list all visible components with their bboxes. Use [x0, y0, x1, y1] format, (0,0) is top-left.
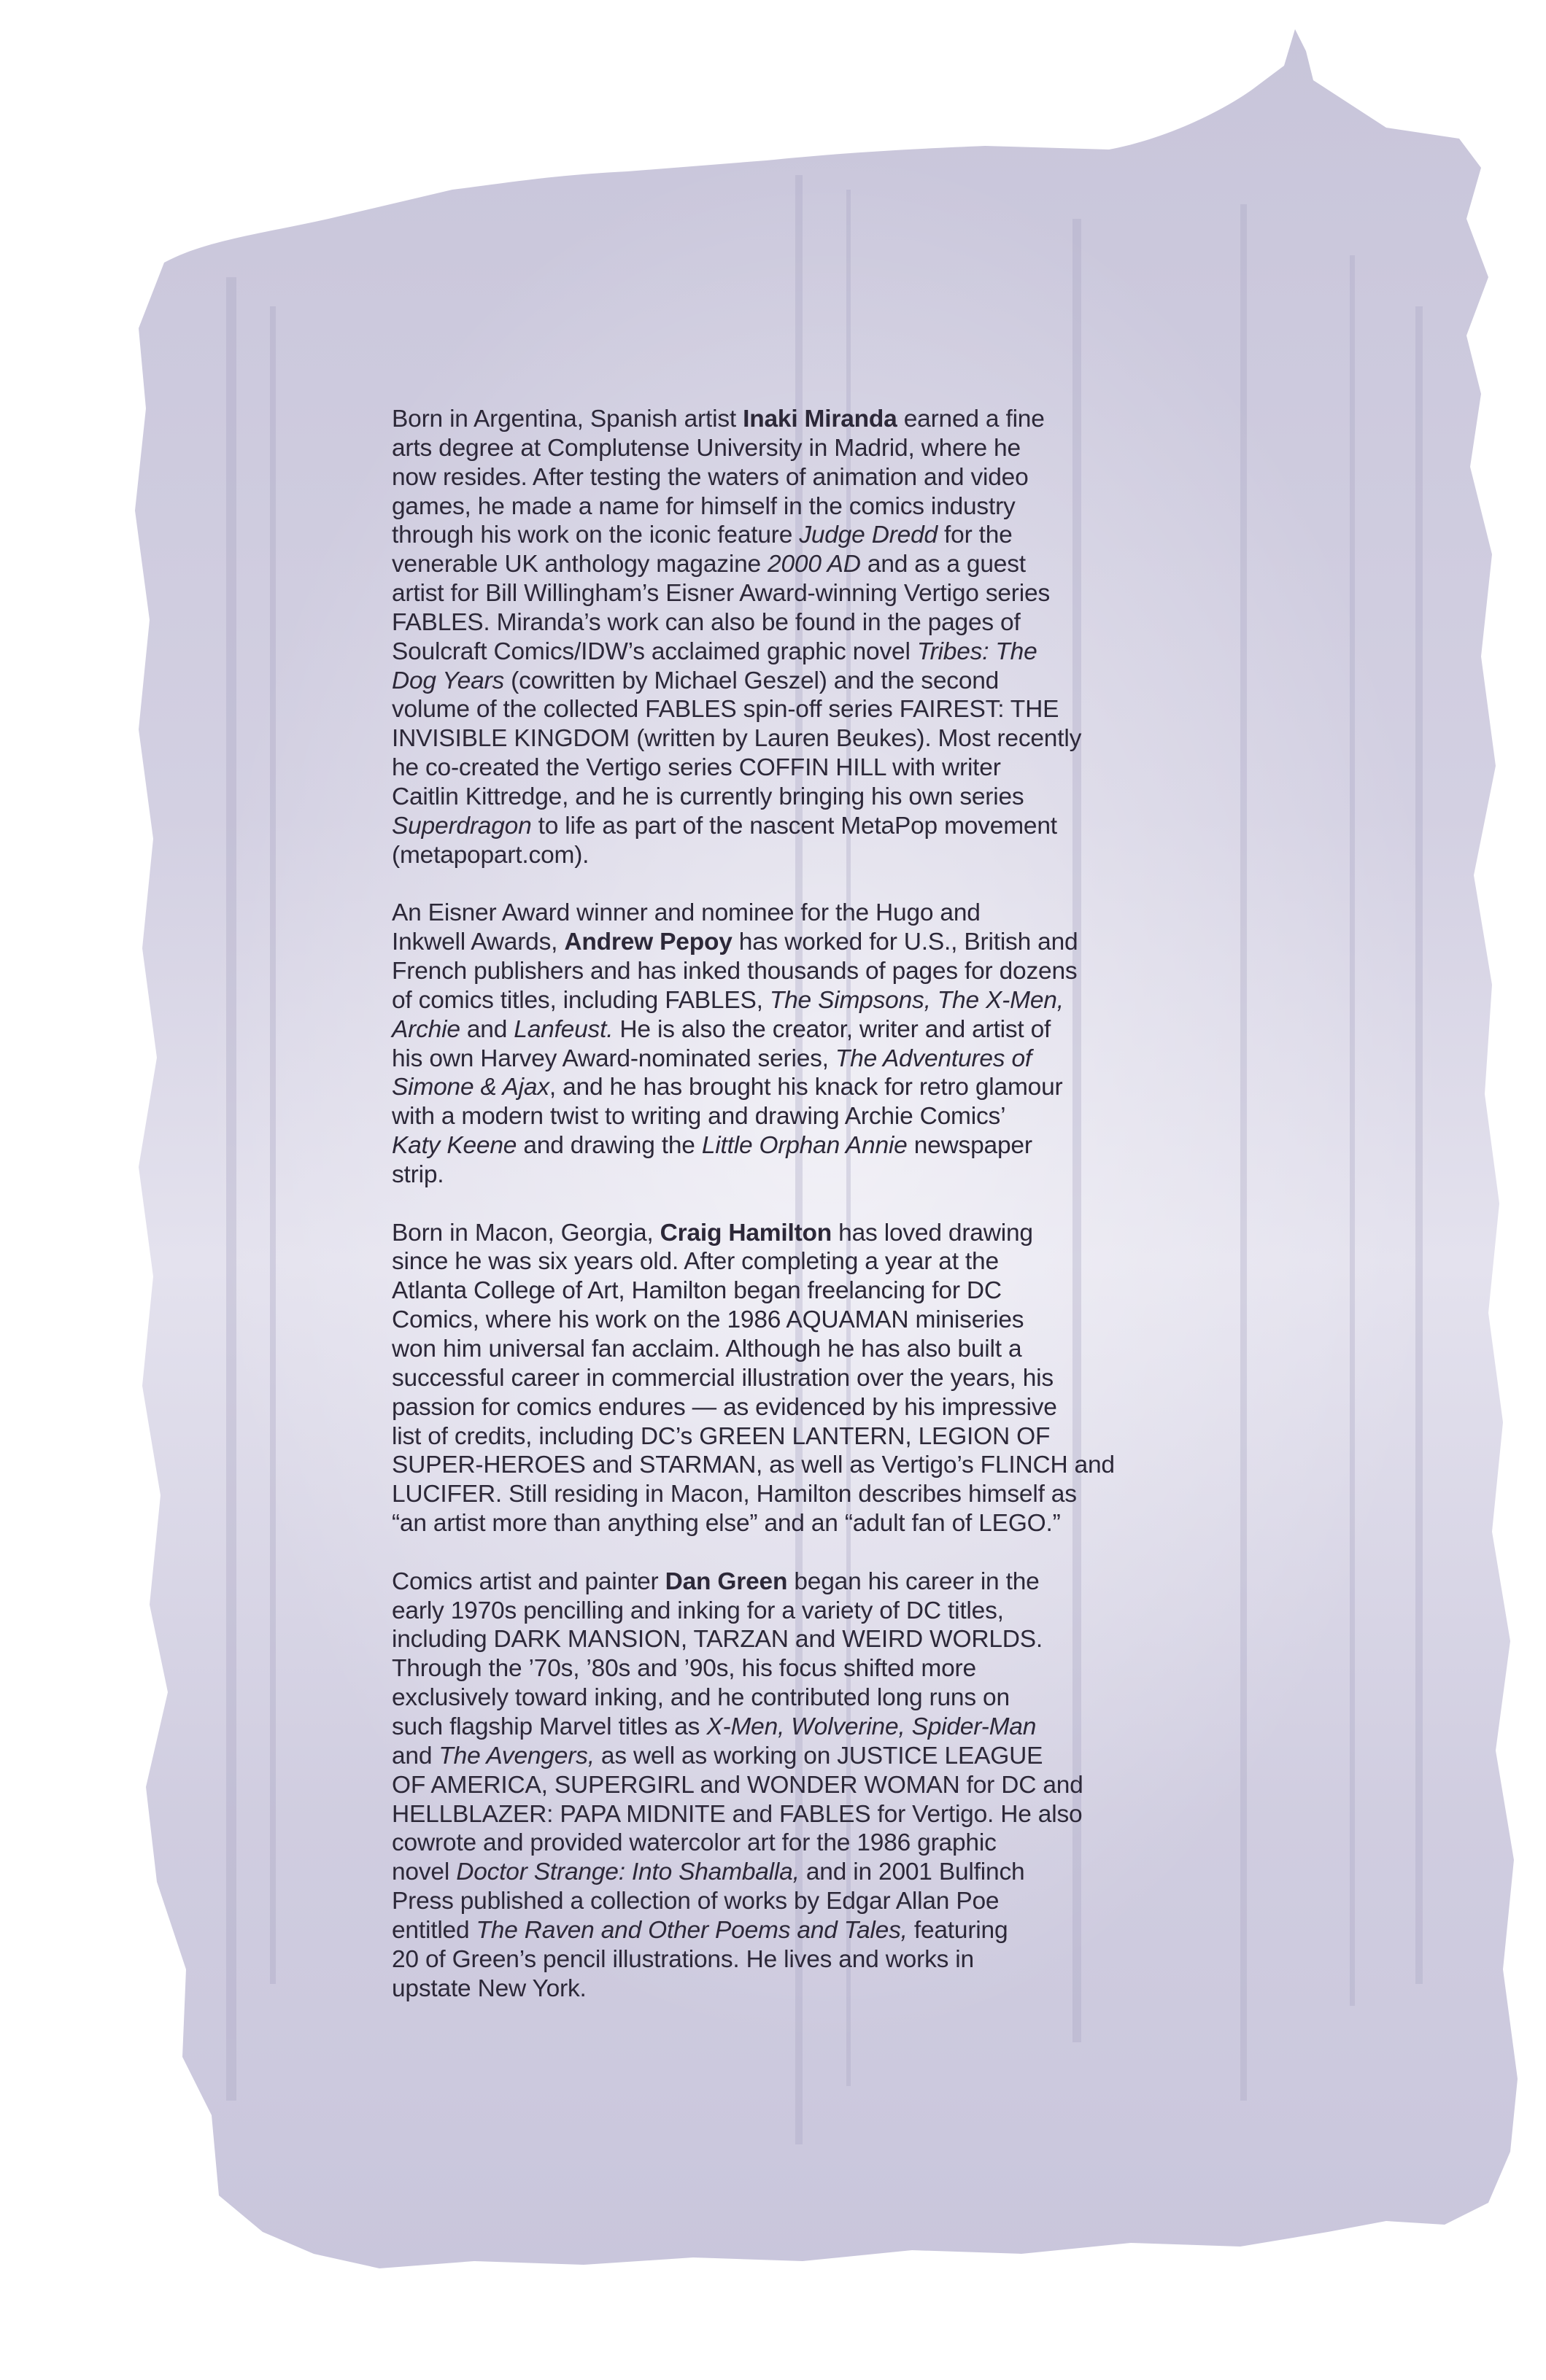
- text-run: began his career in the: [787, 1567, 1040, 1595]
- text-line: [392, 521, 1151, 550]
- text-run: Inkwell Awards,: [392, 929, 565, 956]
- title-italic: Simone & Ajax: [392, 1074, 549, 1101]
- text-run: venerable UK anthology magazine: [392, 551, 768, 578]
- text-line: [392, 463, 1151, 492]
- text-line: [392, 434, 1151, 463]
- title-italic: X-Men, Wolverine, Spider-Man: [706, 1713, 1037, 1740]
- title-italic: Dog Years: [392, 667, 505, 694]
- text-line: [392, 550, 1151, 579]
- text-run: and as a guest: [860, 551, 1026, 578]
- text-run: has worked for U.S., British and: [732, 929, 1078, 956]
- text-line: [392, 1015, 1151, 1044]
- text-run: INVISIBLE KINGDOM (written by Lauren Beukes). Most recently: [392, 725, 1082, 753]
- text-run: including DARK MANSION, TARZAN and WEIRD WORLDS.: [392, 1626, 1043, 1654]
- text-line: [392, 783, 1151, 812]
- text-line: [392, 1597, 1151, 1626]
- artist-name: Dan Green: [665, 1567, 788, 1595]
- text-run: successful career in commercial illustration over the years, his: [392, 1364, 1054, 1392]
- title-italic: Superdragon: [392, 812, 532, 840]
- text-run: now resides. After testing the waters of animation and video: [392, 463, 1029, 491]
- text-run: LUCIFER. Still residing in Macon, Hamilton describes himself as: [392, 1481, 1077, 1508]
- text-run: list of credits, including DC’s GREEN LANTERN, LEGION OF: [392, 1422, 1051, 1450]
- text-run: HELLBLAZER: PAPA MIDNITE and FABLES for Vertigo. He also: [392, 1800, 1083, 1828]
- title-italic: Tribes: The: [916, 637, 1037, 665]
- text-line: [392, 1829, 1151, 1858]
- text-run: “an artist more than anything else” and an “adult fan of LEGO.”: [392, 1510, 1061, 1538]
- text-line: [392, 1102, 1151, 1131]
- text-run: featuring: [907, 1916, 1008, 1944]
- artist-name: Craig Hamilton: [660, 1219, 832, 1247]
- text-line: [392, 1654, 1151, 1683]
- text-run: won him universal fan acclaim. Although he has also built a: [392, 1336, 1022, 1363]
- text-line: [392, 405, 1151, 434]
- text-run: Born in Argentina, Spanish artist: [392, 406, 743, 433]
- text-line: [392, 1771, 1151, 1800]
- text-line: [392, 608, 1151, 637]
- text-line: [392, 1742, 1151, 1771]
- text-run: artist for Bill Willingham’s Eisner Award-winning Vertigo series: [392, 580, 1050, 608]
- text-line: [392, 1567, 1151, 1597]
- text-line: [392, 1393, 1151, 1422]
- text-run: games, he made a name for himself in the comics industry: [392, 492, 1016, 520]
- text-run: novel: [392, 1858, 457, 1886]
- text-run: volume of the collected FABLES spin-off series FAIREST: THE: [392, 696, 1059, 724]
- text-line: [392, 1916, 1151, 1945]
- text-run: , and he has brought his knack for retro glamour: [549, 1074, 1063, 1101]
- title-italic: Lanfeust.: [514, 1015, 614, 1043]
- text-run: Press published a collection of works by Edgar Allan Poe: [392, 1888, 1000, 1915]
- text-line: [392, 1306, 1151, 1335]
- text-line: [392, 928, 1151, 957]
- title-italic: Doctor Strange: Into Shamballa,: [456, 1858, 800, 1886]
- text-run: Through the ’70s, ’80s and ’90s, his focus shifted more: [392, 1655, 976, 1683]
- text-run: and drawing the: [517, 1132, 702, 1160]
- text-run: FABLES. Miranda’s work can also be found in the pages of: [392, 608, 1021, 636]
- text-line: [392, 957, 1151, 986]
- title-italic: Little Orphan Annie: [701, 1132, 908, 1160]
- text-line: [392, 1887, 1151, 1916]
- text-run: as well as working on JUSTICE LEAGUE: [594, 1742, 1043, 1770]
- text-line: [392, 1364, 1151, 1393]
- text-line: [392, 1276, 1151, 1306]
- text-line: [392, 1044, 1151, 1074]
- artist-name: Inaki Miranda: [743, 406, 897, 433]
- text-line: [392, 637, 1151, 667]
- text-run: and: [460, 1015, 514, 1043]
- text-run: for the: [937, 522, 1013, 549]
- text-run: such flagship Marvel titles as: [392, 1713, 707, 1740]
- title-italic: The Adventures of: [835, 1044, 1032, 1072]
- text-run: his own Harvey Award-nominated series,: [392, 1044, 835, 1072]
- text-run: upstate New York.: [392, 1974, 587, 2002]
- text-line: [392, 667, 1151, 696]
- text-run: An Eisner Award winner and nominee for the Hugo and: [392, 899, 981, 927]
- text-run: He is also the creator, writer and artist of: [613, 1015, 1051, 1043]
- text-line: [392, 695, 1151, 724]
- text-run: Born in Macon, Georgia,: [392, 1219, 660, 1247]
- text-line: [392, 1858, 1151, 1887]
- text-run: and in 2001 Bulfinch: [799, 1858, 1025, 1886]
- bio-craig-hamilton: [392, 1219, 1151, 1538]
- text-run: arts degree at Complutense University in Madrid, where he: [392, 434, 1021, 462]
- text-run: newspaper: [907, 1132, 1032, 1160]
- paragraph-gap: [392, 870, 1151, 899]
- text-line: [392, 1800, 1151, 1829]
- text-line: [392, 1480, 1151, 1509]
- text-run: with a modern twist to writing and drawing Archie Comics’: [392, 1103, 1006, 1131]
- text-run: Soulcraft Comics/IDW’s acclaimed graphic novel: [392, 637, 917, 665]
- text-line: [392, 986, 1151, 1015]
- text-line: [392, 1219, 1151, 1248]
- text-run: Atlanta College of Art, Hamilton began freelancing for DC: [392, 1277, 1002, 1305]
- text-run: earned a fine: [897, 406, 1045, 433]
- text-run: (cowritten by Michael Geszel) and the second: [504, 667, 1000, 694]
- text-line: [392, 812, 1151, 841]
- text-line: [392, 1422, 1151, 1451]
- text-run: early 1970s pencilling and inking for a variety of DC titles,: [392, 1597, 1004, 1624]
- text-run: OF AMERICA, SUPERGIRL and WONDER WOMAN for DC and: [392, 1771, 1083, 1799]
- text-line: [392, 724, 1151, 753]
- text-run: since he was six years old. After completing a year at the: [392, 1248, 999, 1276]
- title-italic: The Raven and Other Poems and Tales,: [476, 1916, 908, 1944]
- bio-inaki-miranda: [392, 405, 1151, 870]
- title-italic: Katy Keene: [392, 1132, 517, 1160]
- title-italic: The Avengers,: [438, 1742, 595, 1770]
- text-run: entitled: [392, 1916, 476, 1944]
- text-line: [392, 1683, 1151, 1713]
- text-line: [392, 1073, 1151, 1102]
- text-run: to life as part of the nascent MetaPop movement: [531, 812, 1057, 840]
- text-run: of comics titles, including FABLES,: [392, 986, 770, 1014]
- text-run: passion for comics endures — as evidenced by his impressive: [392, 1393, 1057, 1421]
- text-line: [392, 1713, 1151, 1742]
- text-run: Caitlin Kittredge, and he is currently bringing his own series: [392, 783, 1024, 810]
- text-line: [392, 899, 1151, 928]
- text-line: [392, 492, 1151, 522]
- text-run: Comics, where his work on the 1986 AQUAMAN miniseries: [392, 1306, 1024, 1334]
- title-italic: Archie: [392, 1015, 460, 1043]
- bio-andrew-pepoy: [392, 899, 1151, 1189]
- text-run: and: [392, 1742, 439, 1770]
- contributor-bios: [392, 405, 1151, 2003]
- text-run: cowrote and provided watercolor art for the 1986 graphic: [392, 1829, 997, 1857]
- title-italic: The Simpsons, The X-Men,: [769, 986, 1064, 1014]
- text-run: has loved drawing: [832, 1219, 1033, 1247]
- text-line: [392, 1974, 1151, 2004]
- text-line: [392, 1247, 1151, 1276]
- text-line: [392, 579, 1151, 608]
- text-run: through his work on the iconic feature: [392, 522, 800, 549]
- text-run: 20 of Green’s pencil illustrations. He lives and works in: [392, 1945, 974, 1973]
- bio-dan-green: [392, 1567, 1151, 2004]
- text-line: [392, 753, 1151, 783]
- text-line: [392, 1131, 1151, 1160]
- text-run: (metapopart.com).: [392, 841, 590, 869]
- text-line: [392, 1160, 1151, 1190]
- text-run: Comics artist and painter: [392, 1567, 665, 1595]
- text-run: strip.: [392, 1160, 444, 1188]
- text-run: he co-created the Vertigo series COFFIN HILL with writer: [392, 754, 1001, 782]
- paragraph-gap: [392, 1538, 1151, 1567]
- text-line: [392, 1335, 1151, 1364]
- text-line: [392, 1625, 1151, 1654]
- text-line: [392, 841, 1151, 870]
- text-line: [392, 1451, 1151, 1480]
- title-italic: 2000 AD: [768, 551, 861, 578]
- text-run: SUPER-HEROES and STARMAN, as well as Vertigo’s FLINCH and: [392, 1451, 1115, 1479]
- text-line: [392, 1945, 1151, 1974]
- paragraph-gap: [392, 1190, 1151, 1219]
- title-italic: Judge Dredd: [799, 522, 938, 549]
- text-run: exclusively toward inking, and he contributed long runs on: [392, 1684, 1010, 1712]
- text-line: [392, 1509, 1151, 1538]
- artist-name: Andrew Pepoy: [564, 929, 733, 956]
- text-run: French publishers and has inked thousands of pages for dozens: [392, 958, 1078, 985]
